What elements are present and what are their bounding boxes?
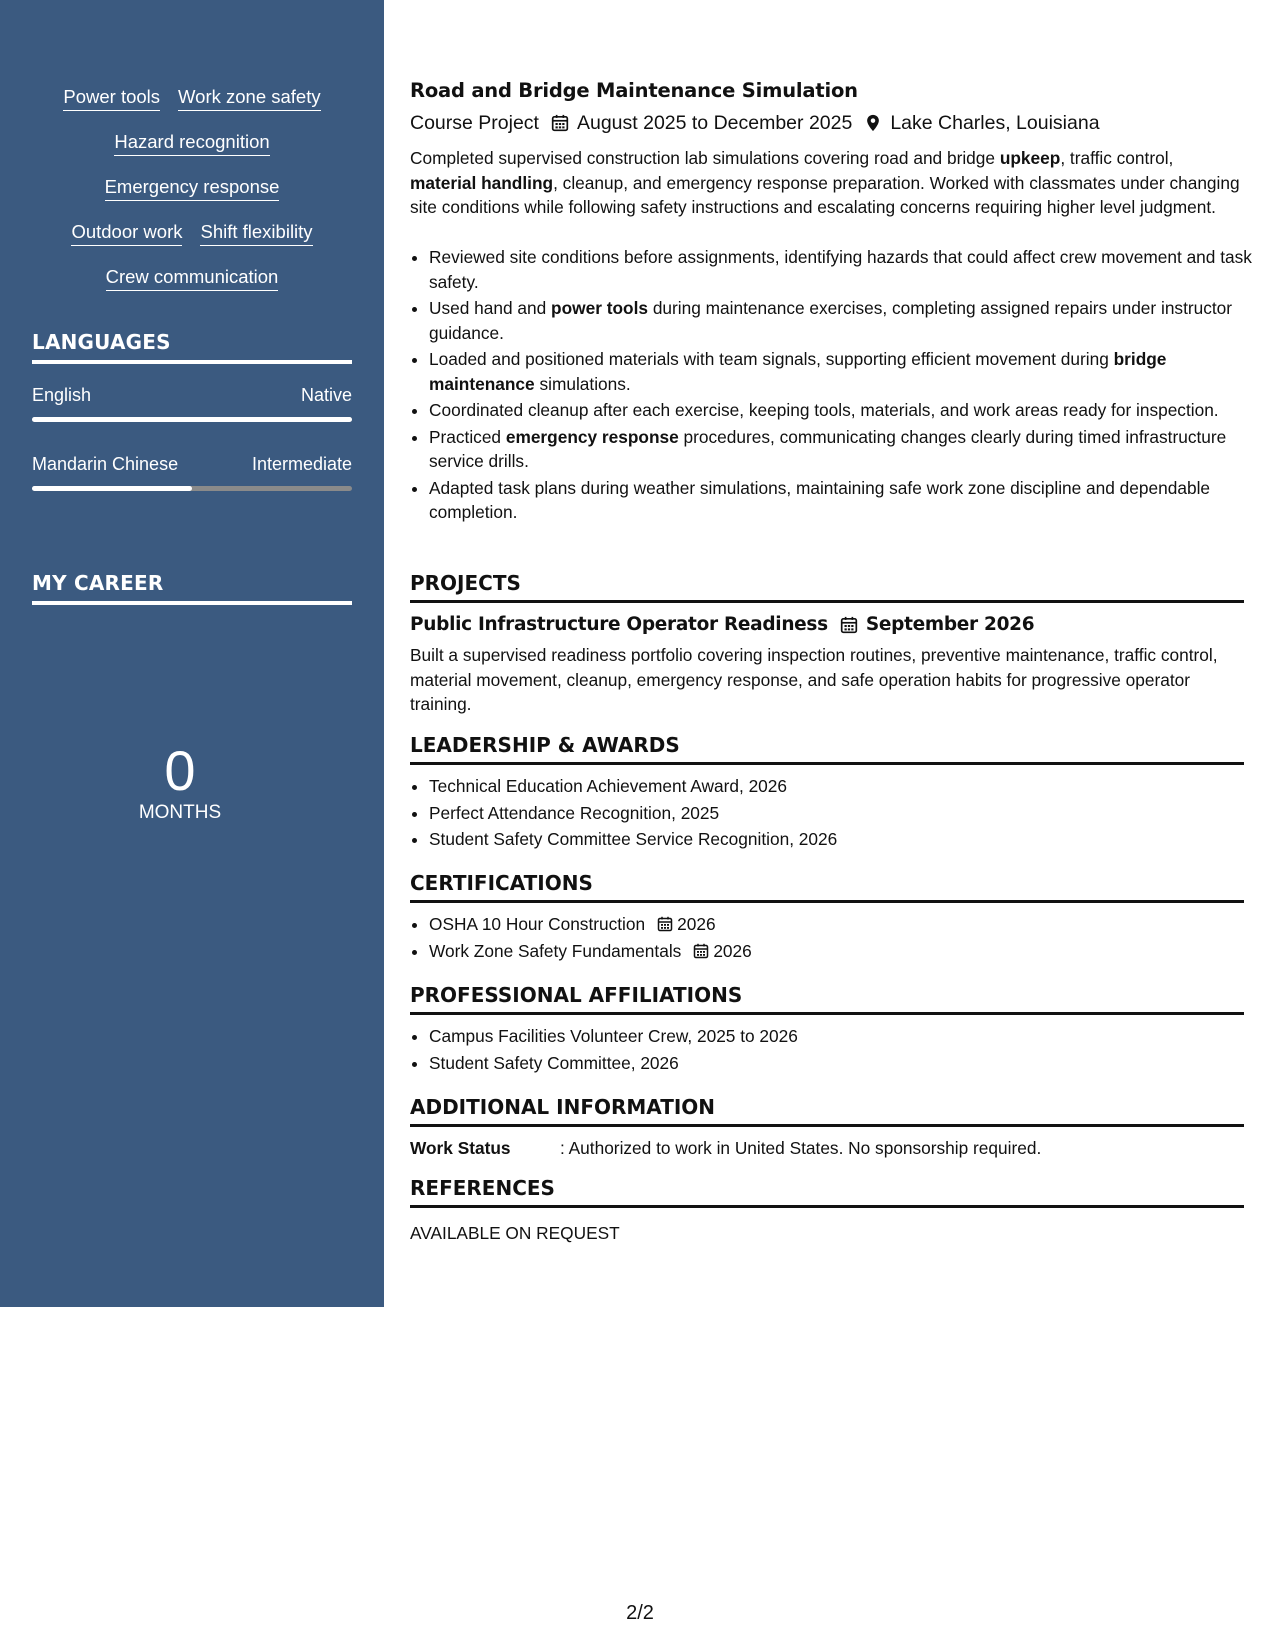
projects-heading: PROJECTS <box>410 571 1244 603</box>
experience-dates: August 2025 to December 2025 <box>576 112 853 134</box>
calendar-icon <box>840 616 858 634</box>
page-number: 2/2 <box>626 1602 654 1624</box>
experience-title: Road and Bridge Maintenance Simulation <box>410 79 858 102</box>
languages-heading: LANGUAGES <box>32 330 352 364</box>
skill-row <box>32 176 352 221</box>
awards-heading: LEADERSHIP & AWARDS <box>410 733 1244 765</box>
language-level: Intermediate <box>251 454 352 474</box>
language-level: Native <box>300 385 352 405</box>
experience-bullet: • Adapted task plans during weather simulations, maintaining safe work zone discipline and dependable completion. <box>429 476 1263 525</box>
certification-item <box>429 939 1263 964</box>
certification-name: • Work Zone Safety Fundamentals <box>429 940 682 961</box>
skill-tag: Outdoor work <box>71 221 182 246</box>
career-months-unit: MONTHS <box>138 802 222 823</box>
certification-year: 2026 <box>713 940 752 961</box>
project-date: September 2026 <box>865 614 1035 635</box>
skill-tag: Hazard recognition <box>114 131 269 156</box>
project-description: Built a supervised readiness portfolio covering inspection routines, preventive maintenance, traffic control, material movement, cleanup, emergency response, and safe operation habits for progressive operator training. <box>410 645 1218 714</box>
language-proficiency-fill <box>32 417 352 422</box>
language-name: English <box>32 385 92 405</box>
certification-item <box>429 912 1263 937</box>
experience-bullet: • Used hand and power tools during maintenance exercises, completing assigned repairs under instructor guidance. <box>429 296 1263 345</box>
experience-description: Completed supervised construction lab simulations covering road and bridge upkeep, traffic control, material handling, cleanup, and emergency response preparation. Worked with classmates under changing site conditions while following safety instructions and escalating concerns requiring higher level judgment. <box>410 148 1240 217</box>
certification-year: 2026 <box>677 914 716 934</box>
skill-tag: Work zone safety <box>178 86 321 111</box>
experience-bullet: • Practiced emergency response procedures, communicating changes clearly during timed infrastructure service drills. <box>429 425 1263 474</box>
language-name: Mandarin Chinese <box>32 454 179 474</box>
experience-bullets <box>410 245 1263 527</box>
affiliation-item: • Campus Facilities Volunteer Crew, 2025 to 2026 <box>429 1024 1263 1049</box>
affiliations-list <box>410 1024 1263 1077</box>
experience-bullet: • Loaded and positioned materials with team signals, supporting efficient movement during bridge maintenance simulations. <box>429 347 1263 396</box>
sidebar <box>0 0 384 1307</box>
certification-name: • OSHA 10 Hour Construction <box>429 914 646 934</box>
award-item: • Perfect Attendance Recognition, 2025 <box>429 801 1263 826</box>
project-header <box>410 613 1034 637</box>
skill-row <box>32 221 352 266</box>
award-item: • Student Safety Committee Service Recognition, 2026 <box>429 827 1263 852</box>
language-proficiency-bar <box>32 486 352 491</box>
calendar-icon <box>657 916 673 932</box>
skill-row <box>32 86 352 131</box>
skill-row <box>32 266 352 311</box>
certifications-list <box>410 912 1263 965</box>
skill-tag: Shift flexibility <box>200 221 312 246</box>
skill-tag: Power tools <box>63 86 160 111</box>
project-title: Public Infrastructure Operator Readiness <box>410 614 828 635</box>
language-item-mandarin <box>32 453 352 491</box>
skill-row <box>32 131 352 176</box>
experience-bullet: • Reviewed site conditions before assignments, identifying hazards that could affect crew movement and task safety. <box>429 245 1263 294</box>
language-proficiency-bar <box>32 417 352 422</box>
experience-bullet: • Coordinated cleanup after each exercise, keeping tools, materials, and work areas ready for inspection. <box>429 398 1263 423</box>
affiliation-item: • Student Safety Committee, 2026 <box>429 1051 1263 1076</box>
skills-list <box>32 86 352 311</box>
calendar-icon <box>551 114 569 132</box>
certifications-heading: CERTIFICATIONS <box>410 871 1244 903</box>
work-status-row <box>410 1136 1244 1160</box>
work-status-value: : Authorized to work in United States. No sponsorship required. <box>560 1138 1042 1158</box>
career-months-value: 0 <box>164 739 196 802</box>
award-item: • Technical Education Achievement Award, 2026 <box>429 774 1263 799</box>
references-text: AVAILABLE ON REQUEST <box>410 1223 620 1243</box>
career-heading: MY CAREER <box>32 571 352 605</box>
experience-type: Course Project <box>410 112 539 134</box>
language-proficiency-fill <box>32 486 192 491</box>
work-status-label: Work Status <box>410 1138 511 1158</box>
references-heading: REFERENCES <box>410 1176 1244 1208</box>
additional-info-heading: ADDITIONAL INFORMATION <box>410 1095 1244 1127</box>
calendar-icon <box>693 943 709 959</box>
experience-location: Lake Charles, Louisiana <box>890 112 1100 134</box>
skill-tag: Emergency response <box>105 176 280 201</box>
awards-list <box>410 774 1263 854</box>
experience-meta <box>410 110 1100 136</box>
skill-tag: Crew communication <box>106 266 279 291</box>
location-pin-icon <box>864 114 882 132</box>
affiliations-heading: PROFESSIONAL AFFILIATIONS <box>410 983 1244 1015</box>
language-item-english <box>32 384 352 422</box>
